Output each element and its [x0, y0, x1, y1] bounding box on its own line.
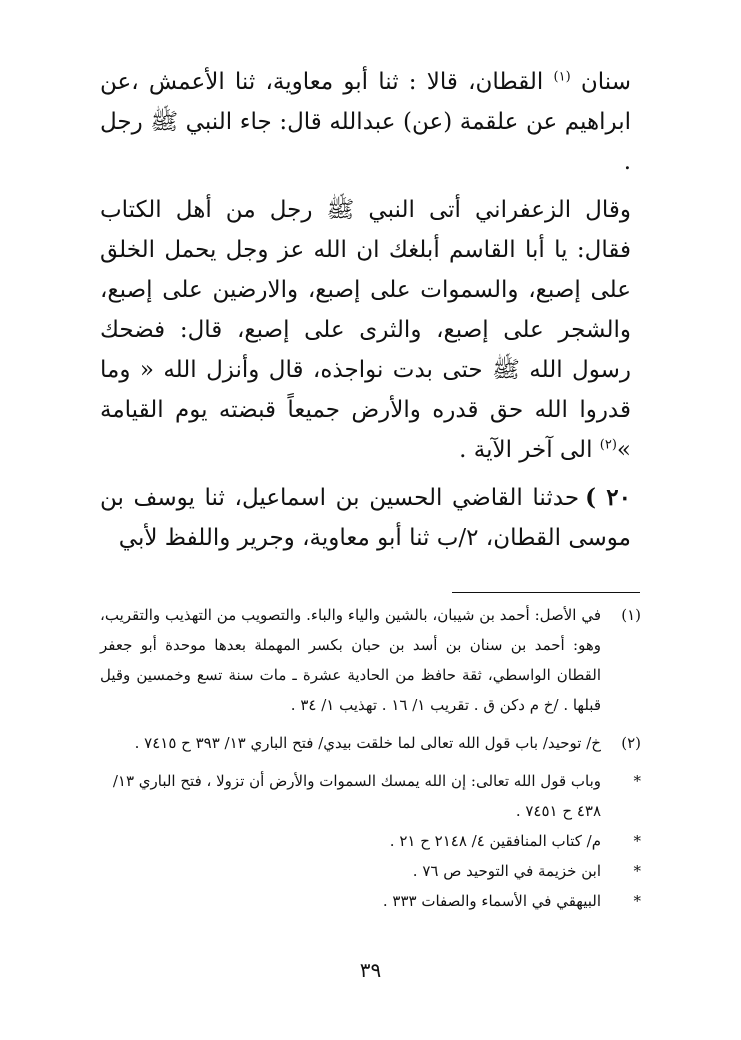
paragraph-2-text: وقال الزعفراني أتى النبي ﷺ رجل من أهل الكتاب فقال: يا أبا القاسم أبلغك ان الله عز وجل يحمل الخلق على إصبع، والسموات على إصبع، والارضين على إصبع، والشجر على إصبع، والثرى على إصبع، قال: فضحك رسول الله ﷺ حتى بدت نواجذه، قال وأنزل الله « وما قدروا الله حق قدره والأرض جميعاً قبضته يوم القيامة »: [100, 197, 631, 463]
main-text: [100, 62, 631, 558]
paragraph-2-end: الى آخر الآية .: [459, 437, 600, 463]
footnote-1: [100, 600, 641, 720]
source-item-text: البيهقي في الأسماء والصفات ٣٣٣ .: [382, 892, 601, 910]
source-item: [100, 766, 641, 826]
paragraph-3: [100, 478, 631, 558]
source-item: [100, 886, 641, 916]
footnote-2: [100, 728, 641, 758]
page-number: ٣٩: [359, 958, 382, 982]
footnote-ref-2: (٢): [599, 437, 617, 453]
paragraph-1-rest: القطان، قالا : ثنا أبو معاوية، ثنا الأعمش ،عن ابراهيم عن علقمة (عن) عبدالله قال: جاء النبي ﷺ رجل .: [100, 69, 631, 175]
asterisk-icon: *: [633, 892, 641, 910]
footnote-1-text: في الأصل: أحمد بن شيبان، بالشين والياء والباء. والتصويب من التهذيب والتقريب، وهو: أحمد بن سنان بن أسد بن حبان بكسر المهملة بعدها موحدة أبو جعفر القطان الواسطي، ثقة حافظ من الحادية عشرة ـ مات سنة تسع وخمسين وقيل قبلها . /خ م دكن ق . تقريب ١/ ١٦ . تهذيب ١/ ٣٤ .: [100, 606, 601, 714]
source-item: [100, 856, 641, 886]
asterisk-icon: *: [633, 772, 641, 790]
source-item-text: ابن خزيمة في التوحيد ص ٧٦ .: [412, 862, 601, 880]
source-item: [100, 826, 641, 856]
footnote-ref-1: (١): [553, 69, 571, 85]
footnote-2-marker: (٢): [621, 734, 641, 752]
paragraph-1: [100, 62, 631, 182]
source-item-text: وباب قول الله تعالى: إن الله يمسك السموات والأرض أن تزولا ، فتح الباري ١٣/ ٤٣٨ ح ٧٤٥١ .: [112, 772, 601, 820]
footnotes: [100, 600, 641, 916]
footnote-1-marker: (١): [621, 606, 641, 624]
asterisk-icon: *: [633, 862, 641, 880]
asterisk-icon: *: [633, 832, 641, 850]
footnote-divider: [452, 592, 640, 593]
hadith-number: ٢٠ ): [585, 484, 631, 511]
paragraph-1-start: سنان: [570, 69, 631, 95]
paragraph-2: [100, 190, 631, 470]
footnote-2-text: خ/ توحيد/ باب قول الله تعالى لما خلقت بيدي/ فتح الباري ١٣/ ٣٩٣ ح ٧٤١٥ .: [134, 734, 601, 752]
footnote-2-sources: [100, 766, 641, 916]
source-item-text: م/ كتاب المنافقين ٤/ ٢١٤٨ ح ٢١ .: [389, 832, 601, 850]
paragraph-3-text: حدثنا القاضي الحسين بن اسماعيل، ثنا يوسف بن موسى القطان، ٢/ب ثنا أبو معاوية، وجرير واللفظ لأبي: [100, 485, 631, 551]
